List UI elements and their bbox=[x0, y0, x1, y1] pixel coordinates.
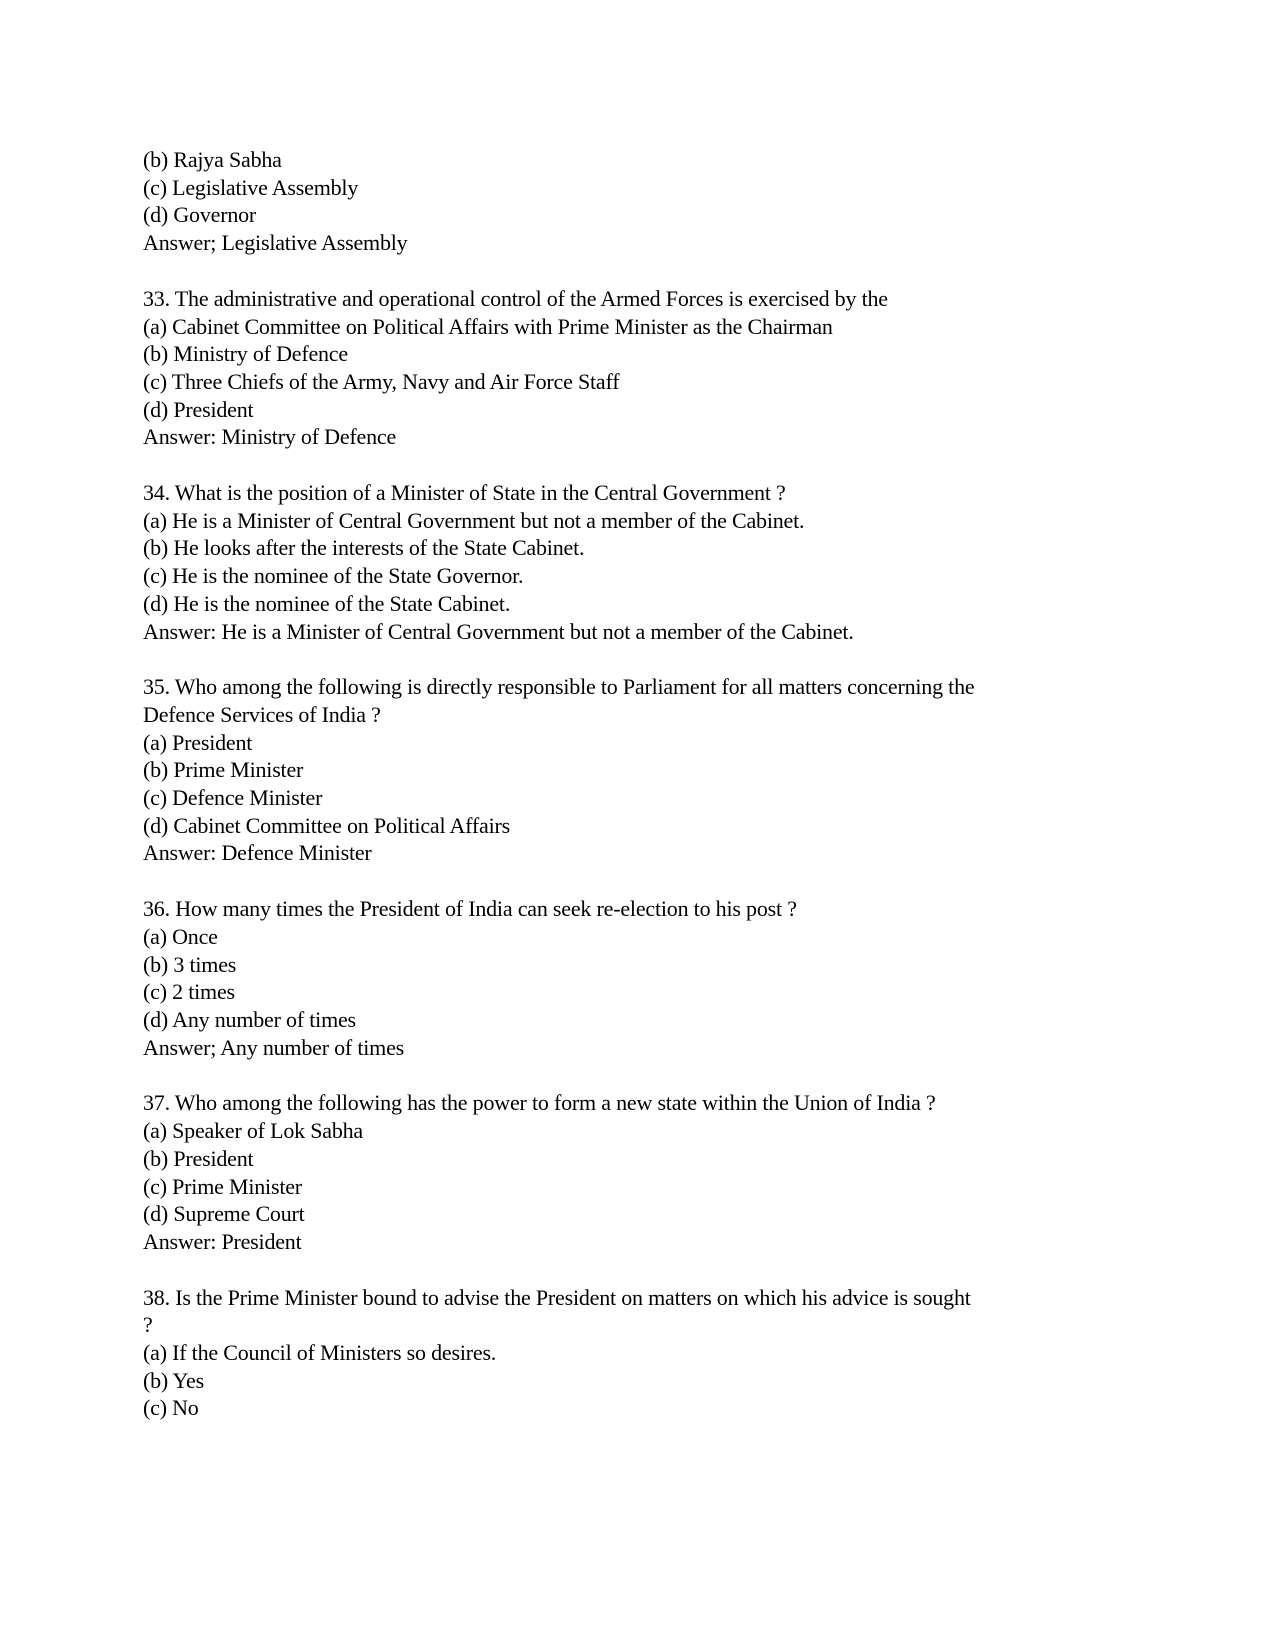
option-line: (c) Three Chiefs of the Army, Navy and Air Force Staff bbox=[143, 368, 620, 394]
option-line: (d) He is the nominee of the State Cabinet. bbox=[143, 590, 511, 616]
option-line: (b) 3 times bbox=[143, 951, 237, 977]
question-block bbox=[143, 1284, 1120, 1423]
option-line: (c) No bbox=[143, 1395, 199, 1421]
question-line: 36. How many times the President of India can seek re-election to his post ? bbox=[143, 896, 797, 922]
question-block bbox=[143, 895, 1120, 1061]
question-line: 37. Who among the following has the power to form a new state within the Union of India ? bbox=[143, 1090, 936, 1116]
option-line: (d) Supreme Court bbox=[143, 1201, 305, 1227]
option-line: (a) He is a Minister of Central Government but not a member of the Cabinet. bbox=[143, 507, 805, 533]
question-block bbox=[143, 1089, 1120, 1255]
option-line: (d) Cabinet Committee on Political Affairs bbox=[143, 812, 510, 838]
option-line: (c) Legislative Assembly bbox=[143, 174, 359, 200]
option-line: (d) Governor bbox=[143, 202, 257, 228]
question-block bbox=[143, 479, 1120, 645]
answer-line: Answer; Any number of times bbox=[143, 1034, 405, 1060]
question-line: 38. Is the Prime Minister bound to advise the President on matters on which his advice is sought bbox=[143, 1284, 971, 1310]
option-line: (c) Prime Minister bbox=[143, 1173, 302, 1199]
option-line: (b) Rajya Sabha bbox=[143, 147, 282, 172]
option-line: (a) If the Council of Ministers so desires. bbox=[143, 1340, 497, 1366]
answer-line: Answer: Ministry of Defence bbox=[143, 424, 397, 450]
question-block bbox=[143, 673, 1120, 867]
option-line: (b) Yes bbox=[143, 1367, 204, 1393]
answer-line: Answer: He is a Minister of Central Government but not a member of the Cabinet. bbox=[143, 618, 854, 644]
question-line: 35. Who among the following is directly responsible to Parliament for all matters concerning the bbox=[143, 674, 975, 700]
option-line: (c) 2 times bbox=[143, 979, 235, 1005]
option-line: (b) President bbox=[143, 1145, 254, 1171]
option-line: (c) He is the nominee of the State Governor. bbox=[143, 563, 524, 589]
option-line: (a) Speaker of Lok Sabha bbox=[143, 1118, 364, 1144]
option-line: (b) Ministry of Defence bbox=[143, 341, 348, 367]
answer-line: Answer: Defence Minister bbox=[143, 840, 372, 866]
question-line: ? bbox=[143, 1312, 153, 1338]
option-line: (a) President bbox=[143, 729, 253, 755]
answer-line: Answer: President bbox=[143, 1228, 302, 1254]
option-line: (d) Any number of times bbox=[143, 1006, 356, 1032]
answer-line: Answer; Legislative Assembly bbox=[143, 230, 408, 256]
option-line: (c) Defence Minister bbox=[143, 785, 323, 811]
option-line: (a) Once bbox=[143, 923, 218, 949]
question-line: 34. What is the position of a Minister of State in the Central Government ? bbox=[143, 480, 786, 506]
option-line: (b) Prime Minister bbox=[143, 757, 304, 783]
question-line: 33. The administrative and operational control of the Armed Forces is exercised by the bbox=[143, 285, 888, 311]
option-line: (d) President bbox=[143, 396, 254, 422]
option-line: (b) He looks after the interests of the State Cabinet. bbox=[143, 535, 585, 561]
question-block bbox=[143, 285, 1120, 451]
option-line: (a) Cabinet Committee on Political Affairs with Prime Minister as the Chairman bbox=[143, 313, 833, 339]
question-block bbox=[143, 146, 1120, 257]
question-line: Defence Services of India ? bbox=[143, 701, 381, 727]
